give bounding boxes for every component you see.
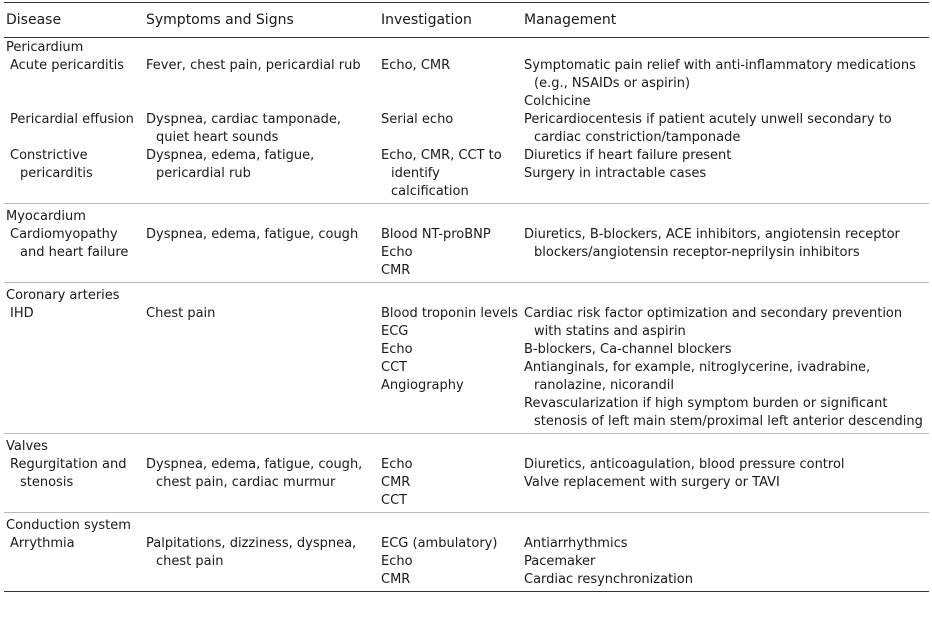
investigation-item: CMR (381, 475, 411, 490)
management-cell (522, 111, 929, 147)
group-row (4, 283, 929, 306)
management-item: Diuretics, anticoagulation, blood pressure control (524, 457, 845, 472)
symptoms-cell (144, 111, 379, 147)
symptoms-text: Dyspnea, cardiac tamponade, quiet heart sounds (146, 112, 342, 145)
management-item: Colchicine (524, 94, 591, 109)
investigation-item: ECG (381, 324, 409, 339)
symptoms-text: Fever, chest pain, pericardial rub (146, 58, 361, 73)
investigation-item: Echo, CMR (381, 58, 451, 73)
disease-name: Regurgitation and stenosis (10, 457, 127, 490)
management-item: B-blockers, Ca-channel blockers (524, 342, 732, 357)
management-item: Pericardiocentesis if patient acutely unwell secondary to cardiac constriction/tamponade (524, 112, 892, 145)
management-cell (522, 147, 929, 204)
group-row (4, 434, 929, 457)
disease-cell (4, 57, 144, 111)
management-item: Cardiac resynchronization (524, 572, 693, 587)
investigation-cell (379, 535, 522, 592)
group-title: Valves (4, 434, 929, 457)
investigation-cell (379, 226, 522, 283)
investigation-item: Echo (381, 457, 413, 472)
disease-name: Cardiomyopathy and heart failure (10, 227, 129, 260)
header-management: Management (522, 3, 929, 38)
management-item: Diuretics, B-blockers, ACE inhibitors, angiotensin receptor blockers/angiotensin receptor-neprilysin inhibitors (524, 227, 900, 260)
investigation-item: Angiography (381, 378, 464, 393)
investigation-item: CMR (381, 263, 411, 278)
symptoms-text: Palpitations, dizziness, dyspnea, chest pain (146, 536, 357, 569)
disease-name: IHD (10, 306, 34, 321)
header-disease: Disease (4, 3, 144, 38)
investigation-item: Echo, CMR, CCT to identify calcification (381, 148, 502, 199)
disease-cell (4, 305, 144, 434)
group-title: Myocardium (4, 204, 929, 227)
management-item: Antianginals, for example, nitroglycerine, ivadrabine, ranolazine, nicorandil (524, 360, 871, 393)
investigation-cell (379, 57, 522, 111)
management-item: Surgery in intractable cases (524, 166, 707, 181)
symptoms-text: Dyspnea, edema, fatigue, pericardial rub (146, 148, 315, 181)
header-row (4, 3, 929, 38)
disease-name: Acute pericarditis (10, 58, 125, 73)
management-item: Valve replacement with surgery or TAVI (524, 475, 780, 490)
investigation-item: Echo (381, 554, 413, 569)
disease-table (4, 2, 929, 592)
symptoms-cell (144, 147, 379, 204)
table-row (4, 111, 929, 147)
group-title: Pericardium (6, 40, 84, 55)
symptoms-cell (144, 456, 379, 513)
investigation-item: Blood NT-proBNP (381, 227, 491, 242)
management-item: Pacemaker (524, 554, 596, 569)
investigation-item: Echo (381, 342, 413, 357)
symptoms-text: Chest pain (146, 306, 216, 321)
management-cell (522, 456, 929, 513)
group-title: Coronary arteries (4, 283, 929, 306)
table-row (4, 456, 929, 513)
management-item: Antiarrhythmics (524, 536, 628, 551)
group-row (4, 38, 929, 58)
management-cell (522, 226, 929, 283)
symptoms-cell (144, 535, 379, 592)
header-symptoms: Symptoms and Signs (144, 3, 379, 38)
table-row (4, 147, 929, 204)
group-row (4, 204, 929, 227)
header-investigation: Investigation (379, 3, 522, 38)
investigation-item: CCT (381, 493, 408, 508)
management-item: Revascularization if high symptom burden or significant stenosis of left main stem/proximal left anterior descending (524, 396, 923, 429)
disease-name: Constrictive pericarditis (10, 148, 93, 181)
management-item: Cardiac risk factor optimization and secondary prevention with statins and aspirin (524, 306, 903, 339)
disease-cell (4, 226, 144, 283)
investigation-item: Echo (381, 245, 413, 260)
symptoms-cell (144, 226, 379, 283)
management-cell (522, 535, 929, 592)
table-row (4, 535, 929, 592)
disease-cell (4, 111, 144, 147)
symptoms-text: Dyspnea, edema, fatigue, cough, chest pain, cardiac murmur (146, 457, 363, 490)
disease-cell (4, 456, 144, 513)
investigation-item: Blood troponin levels (381, 306, 519, 321)
investigation-cell (379, 111, 522, 147)
table-row (4, 305, 929, 434)
investigation-item: CMR (381, 572, 411, 587)
table-row (4, 57, 929, 111)
symptoms-cell (144, 57, 379, 111)
management-cell (522, 305, 929, 434)
investigation-item: ECG (ambulatory) (381, 536, 498, 551)
investigation-cell (379, 147, 522, 204)
investigation-cell (379, 305, 522, 434)
disease-name: Arrythmia (10, 536, 75, 551)
investigation-item: CCT (381, 360, 408, 375)
disease-cell (4, 535, 144, 592)
table-row (4, 226, 929, 283)
symptoms-text: Dyspnea, edema, fatigue, cough (146, 227, 359, 242)
disease-name: Pericardial effusion (10, 112, 134, 127)
management-cell (522, 57, 929, 111)
group-row (4, 513, 929, 536)
table-body (4, 38, 929, 592)
group-title: Conduction system (4, 513, 929, 536)
symptoms-cell (144, 305, 379, 434)
disease-cell (4, 147, 144, 204)
management-item: Symptomatic pain relief with anti-inflammatory medications (e.g., NSAIDs or aspirin) (524, 58, 916, 91)
investigation-item: Serial echo (381, 112, 454, 127)
management-item: Diuretics if heart failure present (524, 148, 732, 163)
investigation-cell (379, 456, 522, 513)
